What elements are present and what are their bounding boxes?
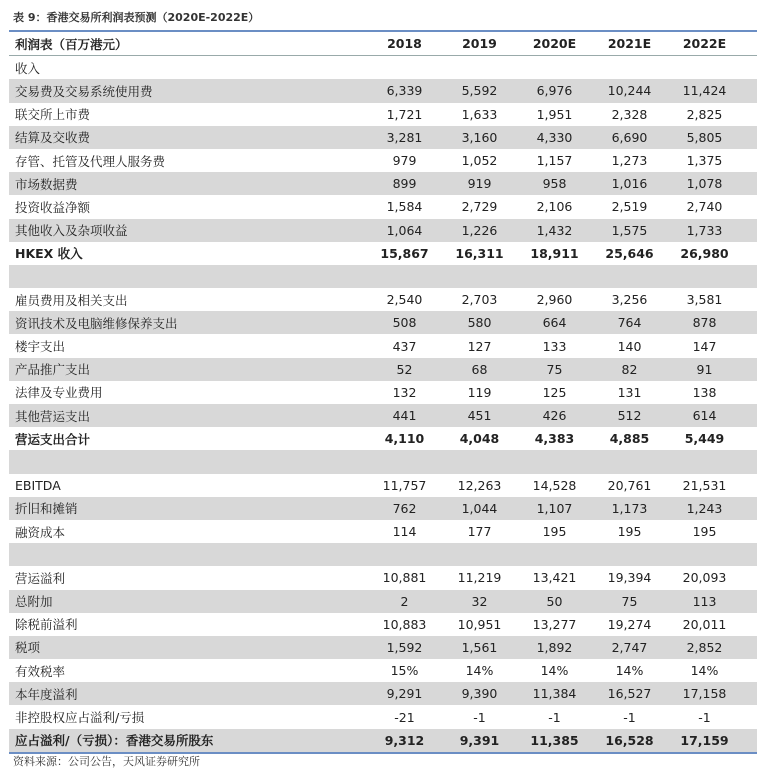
table-cell: 2,825 [686,106,723,122]
table-cell: 1,064 [386,222,423,238]
table-cell: 3,581 [686,292,723,308]
table-cell: 1,592 [386,639,423,655]
row-label: 存管、托管及代理人服务费 [15,153,166,169]
table-row [9,590,757,613]
row-label: 融资成本 [15,524,66,540]
table-cell: 195 [617,524,642,540]
table-cell: -1 [698,709,711,725]
table-cell: 2,740 [686,199,723,215]
table-row [9,311,757,334]
table-row [9,566,757,589]
table-cell: 15% [390,663,419,679]
table-cell: 50 [546,593,563,609]
table-cell: 147 [692,338,717,354]
table-cell: 10,244 [607,83,652,99]
table-row [9,474,757,497]
table-cell: 5,805 [686,129,723,145]
row-label: 市场数据费 [15,176,78,192]
row-label: 结算及交收费 [15,130,91,146]
header-label: 利润表（百万港元） [15,36,128,52]
table-cell: 14,528 [532,477,577,493]
table-cell: 2,540 [386,292,423,308]
row-label: 应占溢利/（亏损）：香港交易所股东 [15,733,214,749]
table-row [9,520,757,543]
row-label: 营运溢利 [15,570,66,586]
table-cell: 10,951 [457,616,502,632]
source-note: 资料来源：公司公告，天风证券研究所 [13,755,200,768]
table-cell: 16,311 [455,245,504,261]
table-cell: 919 [467,176,492,192]
income-statement-table [9,30,757,754]
row-label: 法律及专业费用 [15,385,103,401]
row-label: 其他收入及杂项收益 [15,223,128,239]
table-cell: 664 [542,315,567,331]
table-row [9,172,757,195]
table-row [9,334,757,357]
header-year: 2019 [462,36,497,52]
table-cell: 9,391 [459,732,500,748]
table-cell: 1,575 [611,222,648,238]
table-cell: 2,852 [686,639,723,655]
table-cell: 1,243 [686,500,723,516]
table-cell: 762 [392,500,417,516]
row-label: 投资收益净额 [15,199,91,215]
table-cell: -1 [548,709,561,725]
table-row [9,219,757,242]
table-cell: 127 [467,338,492,354]
table-cell: 1,561 [461,639,498,655]
table-row [9,126,757,149]
row-label: 折旧和摊销 [15,501,78,517]
table-cell: 131 [617,384,642,400]
table-cell: 17,158 [682,686,727,702]
table-cell: 958 [542,176,567,192]
row-label: 除税前溢利 [15,617,78,633]
table-row [9,636,757,659]
table-row [9,288,757,311]
row-label: 税项 [15,640,41,656]
table-cell: 1,432 [536,222,573,238]
table-cell: 138 [692,384,717,400]
table-cell: 508 [392,315,417,331]
table-cell: 899 [392,176,417,192]
row-label: 非控股权应占溢利/亏损 [15,710,145,726]
table-cell: 4,383 [534,431,575,447]
table-cell: 1,733 [686,222,723,238]
table-cell: 20,761 [607,477,652,493]
row-label: 其他营运支出 [15,408,91,424]
table-cell: 4,048 [459,431,500,447]
table-cell: 979 [392,153,417,169]
table-cell: 1,273 [611,153,648,169]
table-cell: 195 [542,524,567,540]
table-cell: 614 [692,408,717,424]
table-cell: 1,078 [686,176,723,192]
row-label: 交易费及交易系统使用费 [15,83,153,99]
table-row [9,497,757,520]
table-cell: 2,729 [461,199,498,215]
table-cell: 25,646 [605,245,654,261]
table-cell: 20,093 [682,570,727,586]
table-cell: 20,011 [682,616,727,632]
table-cell: 11,384 [532,686,577,702]
table-cell: 441 [392,408,417,424]
table-cell: 11,219 [457,570,502,586]
table-cell: 9,312 [384,732,425,748]
table-cell: 177 [467,524,492,540]
table-row [9,404,757,427]
table-cell: 13,421 [532,570,577,586]
table-cell: 19,394 [607,570,652,586]
table-row [9,265,757,288]
table-cell: 878 [692,315,717,331]
table-cell: 2,747 [611,639,648,655]
table-cell: 2,328 [611,106,648,122]
table-cell: 68 [471,361,488,377]
table-cell: 2,960 [536,292,573,308]
table-row [9,659,757,682]
row-label: 楼宇支出 [15,339,66,355]
table-cell: 1,721 [386,106,423,122]
table-cell: 26,980 [680,245,729,261]
table-cell: 1,107 [536,500,573,516]
table-cell: 113 [692,593,717,609]
row-label: 联交所上市费 [15,107,91,123]
table-row [9,358,757,381]
table-cell: 18,911 [530,245,579,261]
table-cell: 2,519 [611,199,648,215]
table-cell: 11,385 [530,732,579,748]
table-row [9,149,757,172]
table-cell: 14% [540,663,569,679]
table-cell: 14% [690,663,719,679]
table-cell: 5,449 [684,431,725,447]
table-row [9,427,757,450]
table-cell: 11,757 [382,477,427,493]
row-label: 有效税率 [15,663,66,679]
table-cell: 1,375 [686,153,723,169]
table-cell: -1 [473,709,486,725]
table-cell: 14% [465,663,494,679]
table-cell: 6,690 [611,129,648,145]
table-cell: 1,044 [461,500,498,516]
table-cell: 21,531 [682,477,727,493]
table-cell: 1,892 [536,639,573,655]
table-cell: 2 [400,593,409,609]
table-cell: 1,951 [536,106,573,122]
table-cell: 82 [621,361,638,377]
table-cell: 32 [471,593,488,609]
table-cell: 1,226 [461,222,498,238]
table-row [9,56,757,79]
table-cell: 13,277 [532,616,577,632]
table-cell: 4,330 [536,129,573,145]
table-cell: 133 [542,338,567,354]
table-body [9,56,757,752]
table-cell: 9,390 [461,686,498,702]
table-cell: 3,281 [386,129,423,145]
table-row [9,543,757,566]
table-cell: 451 [467,408,492,424]
table-cell: 12,263 [457,477,502,493]
row-label: 总附加 [15,594,53,610]
table-cell: 132 [392,384,417,400]
table-cell: 52 [396,361,413,377]
table-cell: 75 [621,593,638,609]
table-caption: 表 9：香港交易所利润表预测（2020E-2022E） [13,11,260,24]
header-year: 2022E [682,36,727,52]
table-cell: 9,291 [386,686,423,702]
table-cell: 1,584 [386,199,423,215]
table-cell: 10,881 [382,570,427,586]
table-row [9,450,757,473]
table-cell: 140 [617,338,642,354]
table-cell: -21 [394,709,415,725]
table-cell: 10,883 [382,616,427,632]
table-cell: 580 [467,315,492,331]
table-cell: 1,157 [536,153,573,169]
table-cell: 2,106 [536,199,573,215]
table-cell: 2,703 [461,292,498,308]
table-row [9,381,757,404]
table-row [9,705,757,728]
table-cell: 4,110 [384,431,425,447]
table-cell: 1,016 [611,176,648,192]
table-cell: 17,159 [680,732,729,748]
table-cell: 426 [542,408,567,424]
table-cell: 1,173 [611,500,648,516]
table-cell: 6,339 [386,83,423,99]
table-cell: 1,052 [461,153,498,169]
table-row [9,79,757,102]
header-year: 2018 [387,36,422,52]
table-cell: 16,528 [605,732,654,748]
table-row [9,613,757,636]
table-cell: 119 [467,384,492,400]
table-header-row [9,32,757,56]
table-cell: 5,592 [461,83,498,99]
table-cell: 437 [392,338,417,354]
table-cell: 15,867 [380,245,429,261]
table-row [9,195,757,218]
table-cell: 3,256 [611,292,648,308]
table-cell: 114 [392,524,417,540]
table-cell: 14% [615,663,644,679]
table-cell: 195 [692,524,717,540]
row-label: 产品推广支出 [15,362,91,378]
row-label: 收入 [15,60,41,76]
table-cell: 512 [617,408,642,424]
table-cell: 75 [546,361,563,377]
table-row [9,729,757,752]
table-row [9,682,757,705]
row-label: 雇员费用及相关支出 [15,292,128,308]
row-label: EBITDA [15,477,61,493]
table-row [9,103,757,126]
table-cell: 3,160 [461,129,498,145]
table-cell: 11,424 [682,83,727,99]
table-cell: 125 [542,384,567,400]
row-label: 资讯技术及电脑维修保养支出 [15,315,178,331]
table-cell: 16,527 [607,686,652,702]
table-cell: 1,633 [461,106,498,122]
table-cell: 91 [696,361,713,377]
table-cell: 764 [617,315,642,331]
header-year: 2020E [532,36,577,52]
table-cell: 19,274 [607,616,652,632]
header-year: 2021E [607,36,652,52]
row-label: 营运支出合计 [15,431,91,447]
table-row [9,242,757,265]
table-cell: 6,976 [536,83,573,99]
row-label: HKEX 收入 [15,246,83,262]
table-cell: 4,885 [609,431,650,447]
table-cell: -1 [623,709,636,725]
row-label: 本年度溢利 [15,686,78,702]
